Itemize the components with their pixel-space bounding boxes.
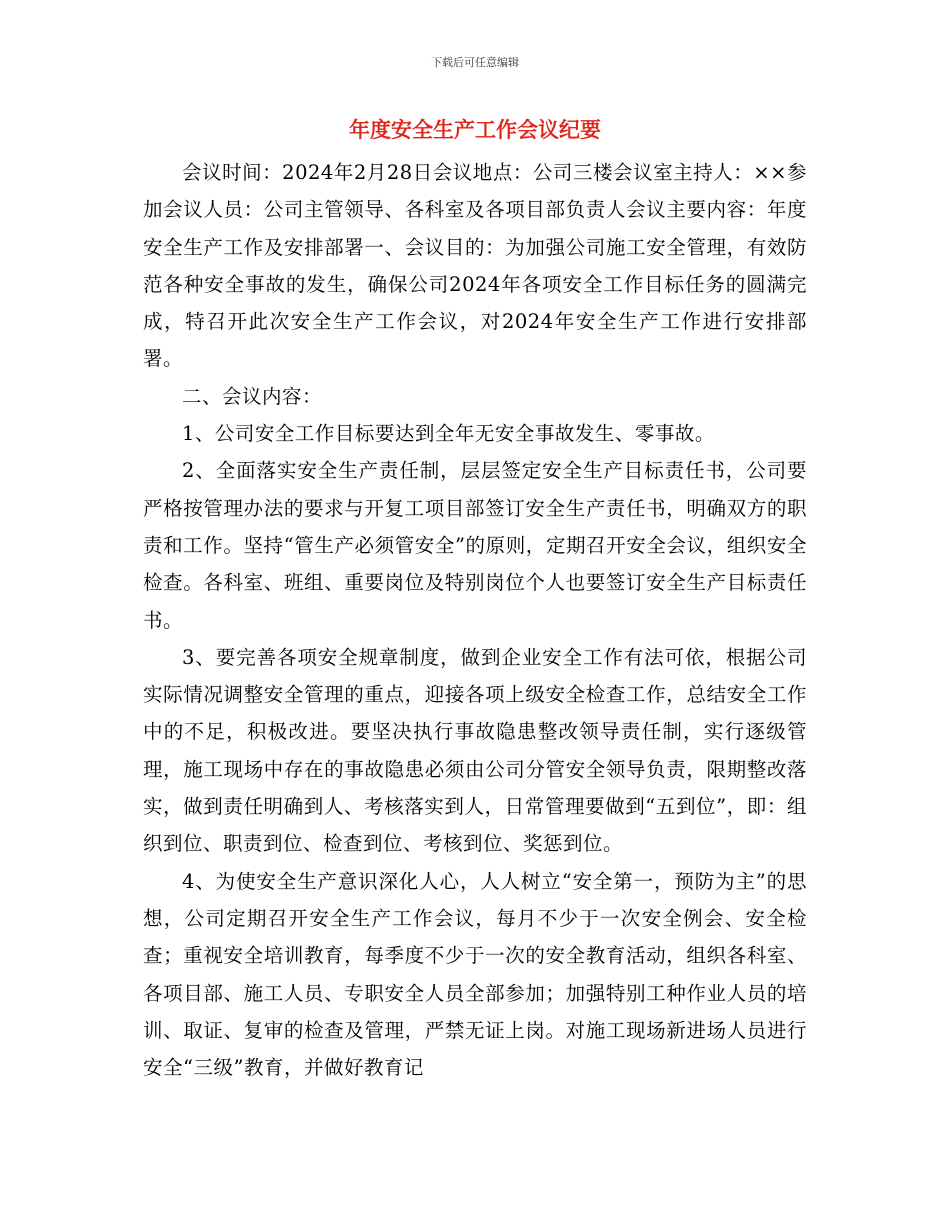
paragraph-item-4: 4、为使安全生产意识深化人心，人人树立“安全第一，预防为主”的思想，公司定期召开安全生产工作会议，每月不少于一次安全例会、安全检查；重视安全培训教育，每季度不少于一次的安全教育活动，组织各科室、各项目部、施工人员、专职安全人员全部参加；加强特别工种作业人员的培训、取证、复审的检查及管理，严禁无证上岗。对施工现场新进场人员进行安全“三级”教育，并做好教育记	[143, 869, 807, 1080]
paragraph-meeting-info: 会议时间：2024年2月28日会议地点：公司三楼会议室主持人：××参加会议人员：公司主管领导、各科室及各项目部负责人会议主要内容：年度安全生产工作及安排部署一、会议目的：为加强公司施工安全管理，有效防范各种安全事故的发生，确保公司2024年各项安全工作目标任务的圆满完成，特召开此次安全生产工作会议，对2024年安全生产工作进行安排部署。	[143, 161, 807, 371]
document-title: 年度安全生产工作会议纪要	[349, 118, 601, 142]
paragraph-item-2: 2、全面落实安全生产责任制，层层签定安全生产目标责任书，公司要严格按管理办法的要求与开复工项目部签订安全生产责任书，明确双方的职责和工作。坚持“管生产必须管安全”的原则，定期召开安全会议，组织安全检查。各科室、班组、重要岗位及特别岗位个人也要签订安全生产目标责任书。	[143, 459, 807, 632]
paragraph-item-1: 1、公司安全工作目标要达到全年无安全事故发生、零事故。	[182, 422, 715, 446]
paragraph-section-heading: 二、会议内容：	[182, 384, 323, 408]
document-body	[143, 154, 807, 1086]
header-note: 下载后可任意编辑	[431, 56, 519, 69]
paragraph-item-3: 3、要完善各项安全规章制度，做到企业安全工作有法可依，根据公司实际情况调整安全管理的重点，迎接各项上级安全检查工作，总结安全工作中的不足，积极改进。要坚决执行事故隐患整改领导责任制，实行逐级管理，施工现场中存在的事故隐患必须由公司分管安全领导负责，限期整改落实，做到责任明确到人、考核落实到人，日常管理要做到“五到位”，即：组织到位、职责到位、检查到位、考核到位、奖惩到位。	[143, 645, 807, 856]
